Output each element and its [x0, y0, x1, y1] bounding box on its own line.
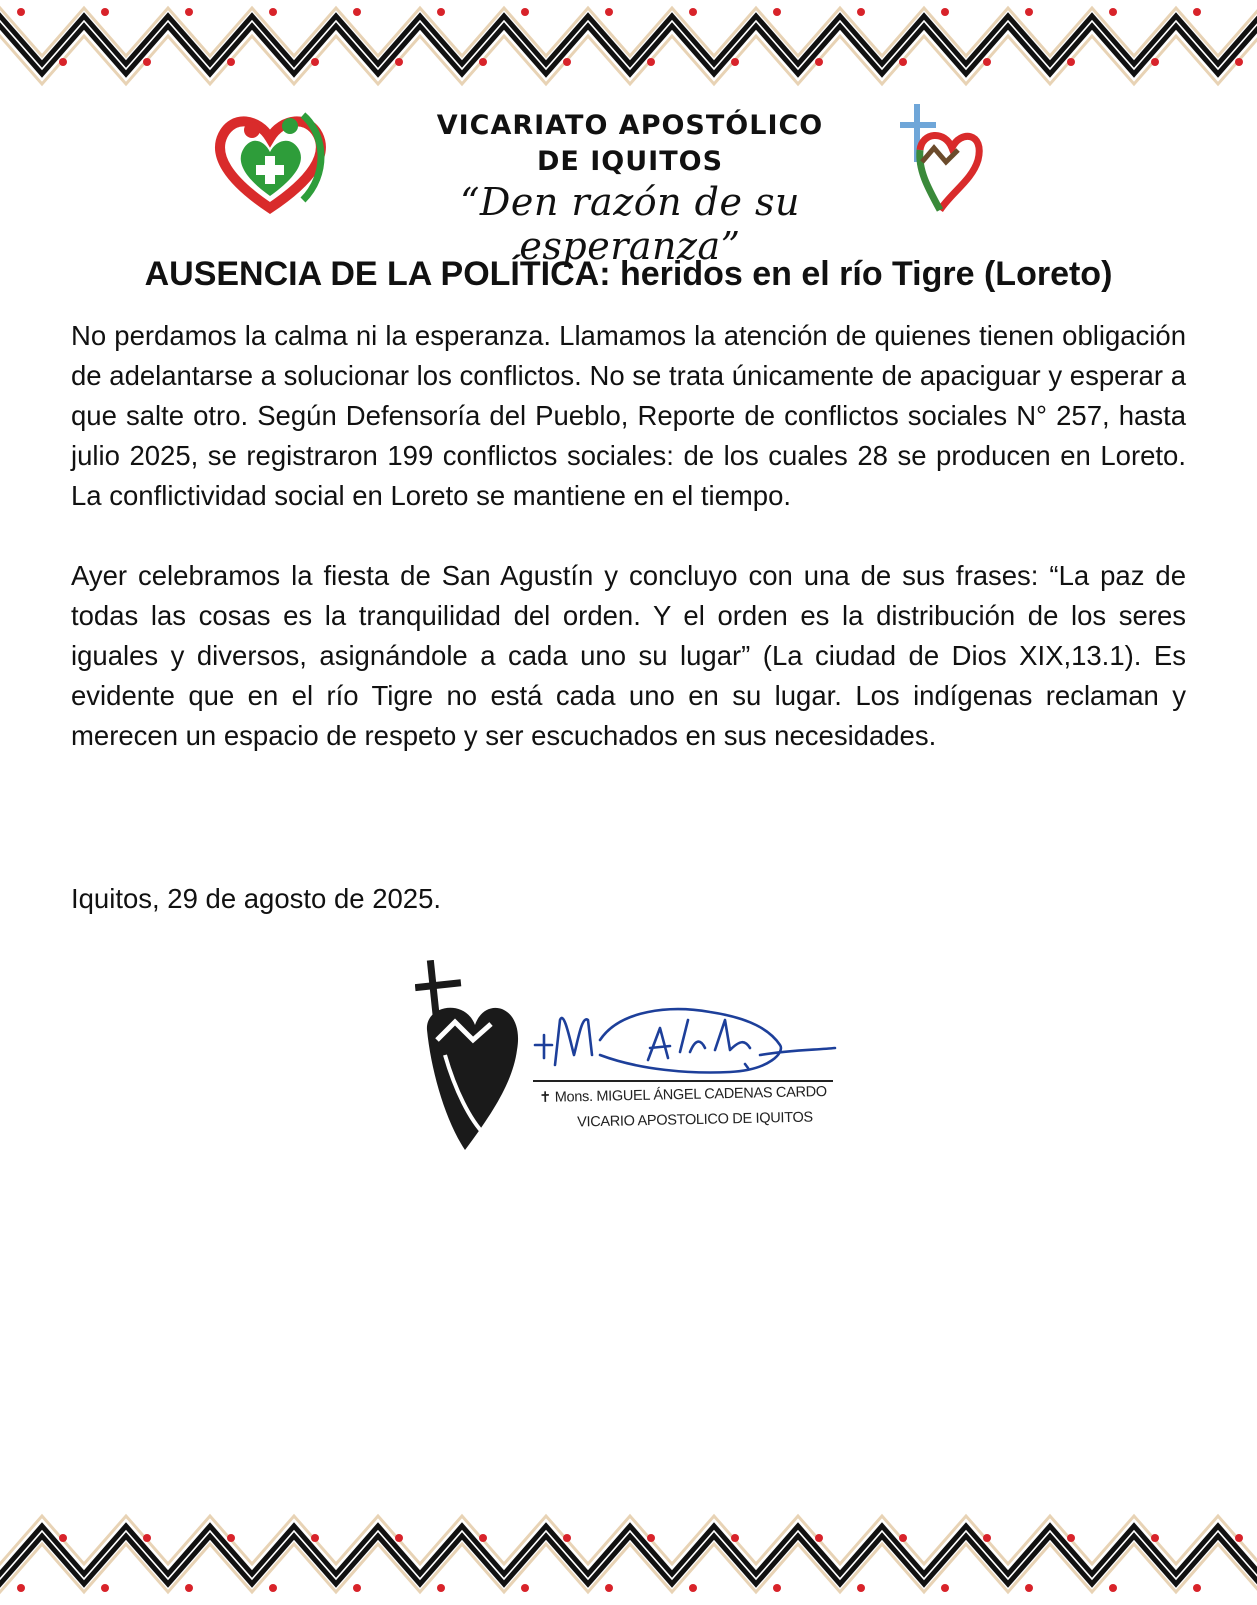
border-dot — [1025, 1584, 1033, 1592]
border-dot — [479, 1534, 487, 1542]
signature-scribble — [530, 1000, 840, 1080]
border-dot — [1109, 8, 1117, 16]
document-body — [71, 316, 1186, 796]
border-dot — [563, 1534, 571, 1542]
body-paragraph: Ayer celebramos la fiesta de San Agustín y concluyo con una de sus frases: “La paz de todas las cosas es la tranquilidad del orden. Y el orden es la distribución de los seres iguales y diversos, asignándole a cada uno su lugar” (La ciudad de Dios XIX,13.1). Es evidente que en el río Tigre no está cada uno en su lugar. Los indígenas reclaman y merecen un espacio de respeto y ser escuchados en sus necesidades. — [71, 560, 1186, 751]
border-dot — [605, 1584, 613, 1592]
border-dot — [1067, 58, 1075, 66]
border-dot — [1193, 1584, 1201, 1592]
border-dot — [311, 58, 319, 66]
border-dot — [101, 1584, 109, 1592]
vicariate-emblem-right — [900, 100, 1000, 230]
cross-heart-icon — [900, 100, 1000, 230]
border-dot — [563, 58, 571, 66]
document-title: AUSENCIA DE LA POLÍTICA: heridos en el río Tigre (Loreto) — [144, 255, 1113, 293]
border-dot — [941, 8, 949, 16]
border-dot — [143, 1534, 151, 1542]
signature-block — [415, 960, 845, 1175]
border-dot — [857, 8, 865, 16]
border-dot — [1193, 8, 1201, 16]
border-dot — [395, 1534, 403, 1542]
border-dot — [983, 1534, 991, 1542]
border-dot — [1151, 1534, 1159, 1542]
border-dot — [521, 1584, 529, 1592]
border-dot — [689, 8, 697, 16]
border-dot — [311, 1534, 319, 1542]
border-dot — [17, 1584, 25, 1592]
border-dot — [605, 8, 613, 16]
border-dot — [227, 58, 235, 66]
bottom-decorative-border — [0, 1500, 1257, 1600]
signer-title: VICARIO APOSTOLICO DE IQUITOS — [576, 1109, 814, 1131]
org-name-line2: DE IQUITOS — [536, 146, 724, 177]
border-dot — [59, 1534, 67, 1542]
border-dot — [479, 58, 487, 66]
border-dot — [353, 8, 361, 16]
border-dot — [437, 8, 445, 16]
border-dot — [437, 1584, 445, 1592]
border-dot — [773, 1584, 781, 1592]
border-dot — [185, 1584, 193, 1592]
border-dot — [1235, 1534, 1243, 1542]
border-dot — [815, 58, 823, 66]
zigzag-stroke — [0, 16, 1257, 64]
border-dot — [857, 1584, 865, 1592]
zigzag-pattern-bottom — [0, 1500, 1257, 1600]
border-dot — [815, 1534, 823, 1542]
cross-heart-stamp-icon — [415, 960, 535, 1175]
border-dot — [185, 8, 193, 16]
zigzag-pattern-top — [0, 0, 1257, 100]
border-dot — [395, 58, 403, 66]
border-dot — [773, 8, 781, 16]
border-dot — [101, 8, 109, 16]
border-dot — [521, 8, 529, 16]
border-dot — [1025, 8, 1033, 16]
border-dot — [731, 58, 739, 66]
border-dot — [269, 1584, 277, 1592]
organization-name — [380, 108, 880, 180]
border-dot — [899, 58, 907, 66]
border-dot — [353, 1584, 361, 1592]
org-name-line1: VICARIATO APOSTÓLICO — [436, 110, 824, 141]
border-dot — [1235, 58, 1243, 66]
border-dot — [1067, 1534, 1075, 1542]
border-dot — [227, 1534, 235, 1542]
border-dot — [1151, 58, 1159, 66]
border-dot — [269, 8, 277, 16]
handwritten-signature — [530, 1000, 840, 1080]
border-dot — [17, 8, 25, 16]
border-dot — [689, 1584, 697, 1592]
heart-family-icon — [208, 100, 333, 225]
border-dot — [1109, 1584, 1117, 1592]
signer-name: ✝ Mons. MIGUEL ÁNGEL CADENAS CARDO — [539, 1083, 827, 1107]
date-line: Iquitos, 29 de agosto de 2025. — [71, 883, 442, 914]
motto: “Den razón de su esperanza” — [459, 180, 801, 268]
signature-emblem — [415, 960, 535, 1175]
signature-line — [533, 1080, 833, 1082]
border-dot — [143, 58, 151, 66]
body-paragraph: No perdamos la calma ni la esperanza. Llamamos la atención de quienes tienen obligación de adelantarse a solucionar los conflictos. No se trata únicamente de apaciguar y esperar a que salte otro. Según Defensoría del Pueblo, Reporte de conflictos sociales N° 257, hasta julio 2025, se registraron 199 conflictos sociales: de los cuales 28 se producen en Loreto. La conflictividad social en Loreto se mantiene en el tiempo. — [71, 320, 1186, 511]
border-dot — [647, 1534, 655, 1542]
border-dot — [941, 1584, 949, 1592]
zigzag-stroke — [0, 1536, 1257, 1584]
border-dot — [647, 58, 655, 66]
border-dot — [899, 1534, 907, 1542]
vicariate-logo-left — [208, 100, 333, 225]
border-dot — [59, 58, 67, 66]
border-dot — [983, 58, 991, 66]
border-dot — [731, 1534, 739, 1542]
top-decorative-border — [0, 0, 1257, 100]
